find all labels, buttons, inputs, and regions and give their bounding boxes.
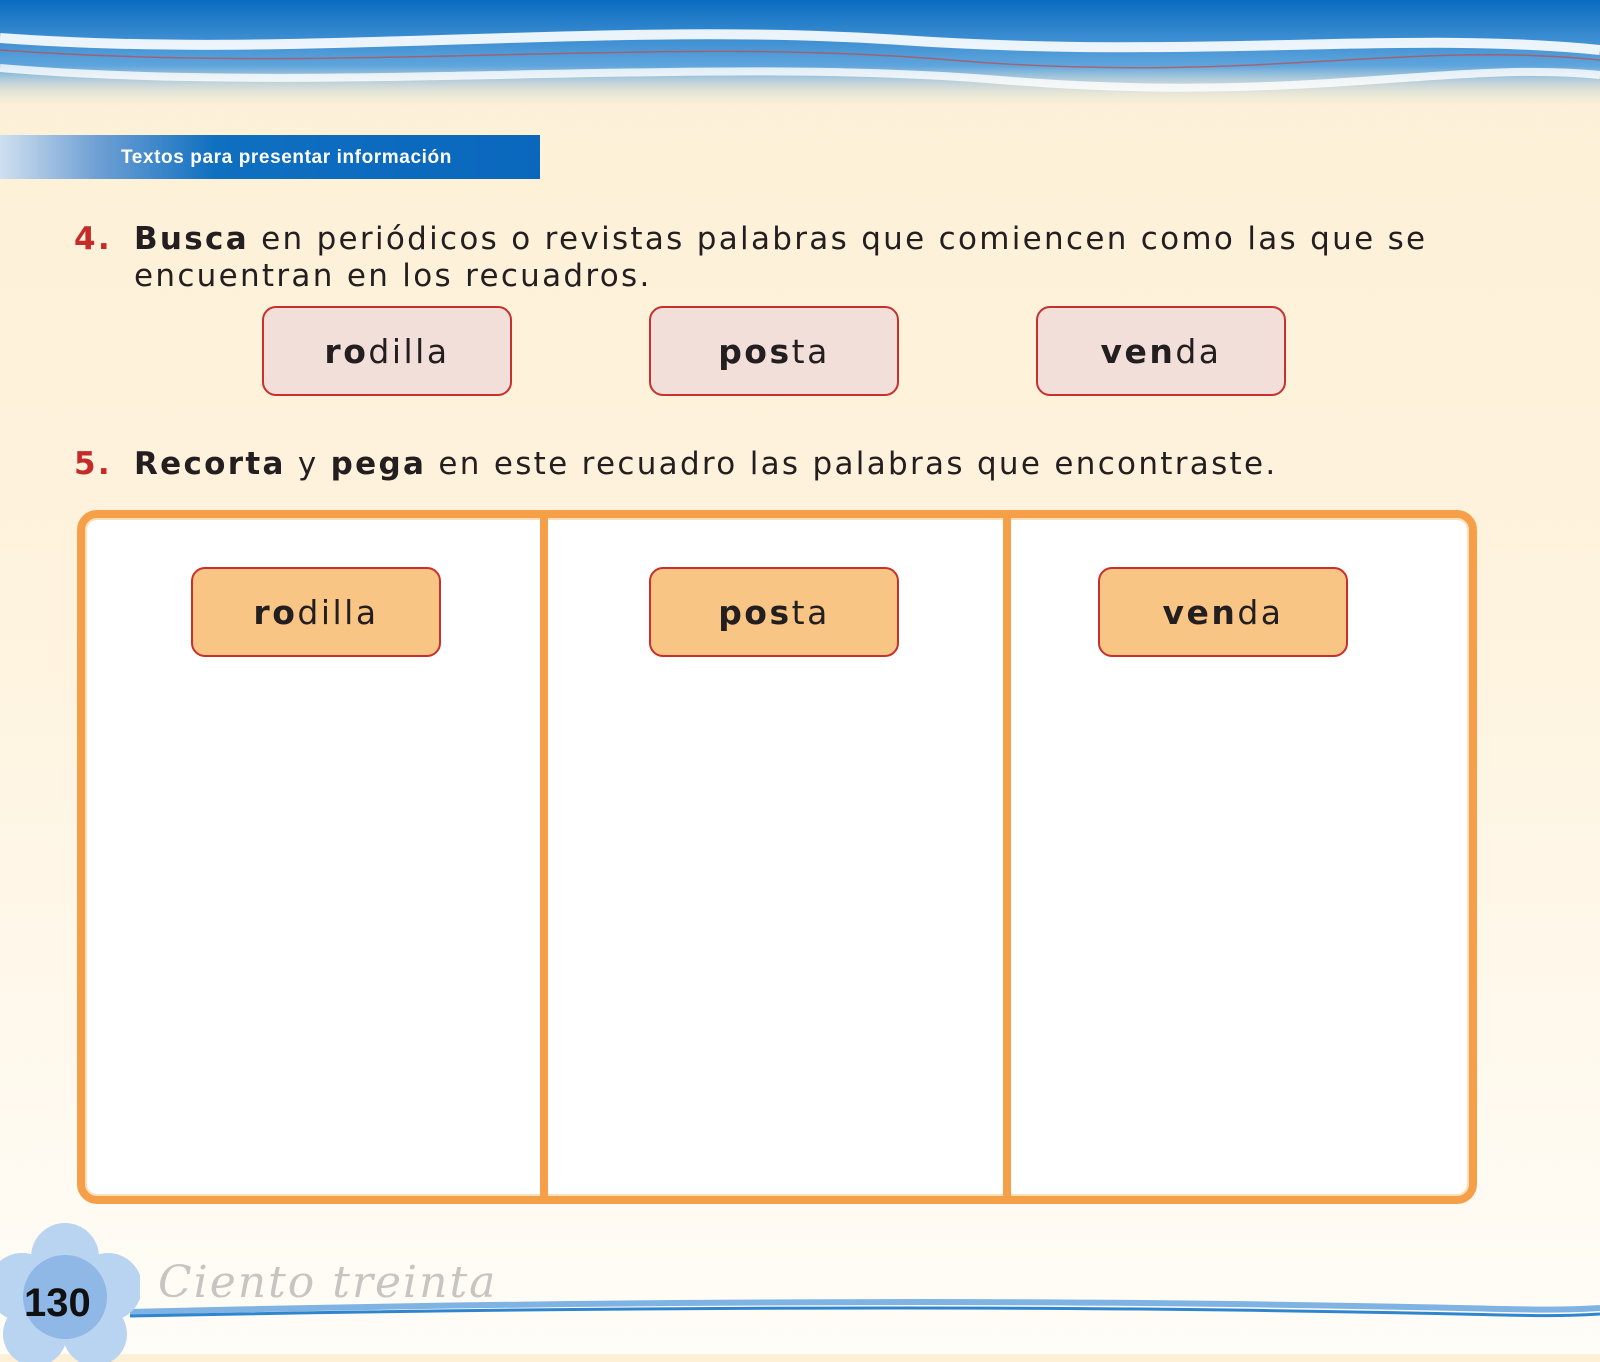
card-prefix: ro: [253, 592, 298, 632]
question-5-number: 5.: [74, 446, 112, 482]
section-banner: [0, 135, 540, 179]
card-suffix: ta: [791, 331, 830, 371]
question-5-connector: y: [285, 446, 331, 482]
card-suffix: da: [1175, 331, 1222, 371]
column-header-rodilla: [191, 567, 441, 657]
column-divider: [1003, 518, 1011, 1196]
card-prefix: ro: [324, 331, 369, 371]
card-prefix: ven: [1162, 592, 1238, 632]
question-5-text: [134, 446, 1474, 483]
reference-card-posta: [649, 306, 899, 396]
reference-card-rodilla: [262, 306, 512, 396]
card-suffix: dilla: [297, 592, 379, 632]
column-header-posta: [649, 567, 899, 657]
card-suffix: da: [1237, 592, 1284, 632]
question-5-verb-1: Recorta: [134, 446, 286, 482]
card-prefix: pos: [718, 592, 792, 632]
question-5-verb-2: pega: [330, 446, 427, 482]
page-number-words: Ciento treinta: [158, 1257, 498, 1308]
reference-card-venda: [1036, 306, 1286, 396]
card-suffix: dilla: [368, 331, 450, 371]
question-5-rest: en este recuadro las palabras que encontraste.: [426, 446, 1278, 482]
question-4-rest: en periódicos o revistas palabras que comiencen como las que se encuentran en los recuadros.: [134, 221, 1428, 294]
section-label: Textos para presentar información: [121, 147, 452, 168]
page-number: 130: [24, 1281, 91, 1325]
card-prefix: ven: [1100, 331, 1176, 371]
column-header-venda: [1098, 567, 1348, 657]
top-wave-decoration: [0, 0, 1600, 110]
card-suffix: ta: [791, 592, 830, 632]
column-divider: [540, 518, 548, 1196]
question-4-number: 4.: [74, 221, 112, 257]
question-4-text: [134, 221, 1474, 295]
question-4-verb: Busca: [134, 221, 249, 257]
card-prefix: pos: [718, 331, 792, 371]
